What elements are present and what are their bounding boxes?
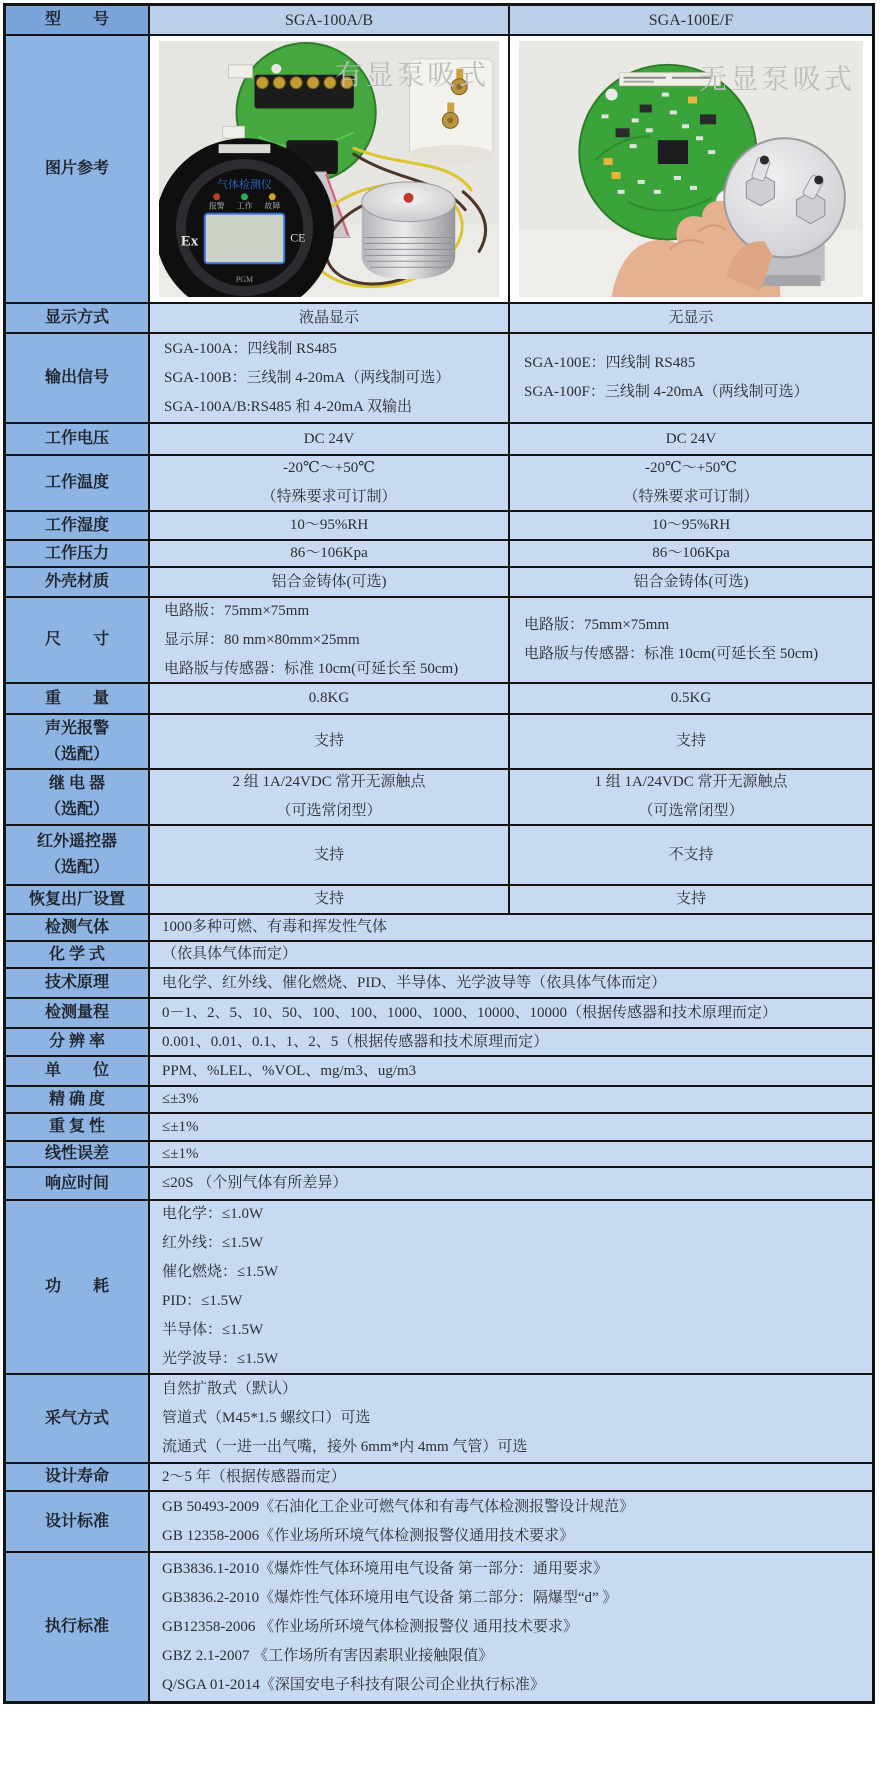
value-cell (150, 684, 510, 713)
value-line: SGA-100A：四线制 RS485 (164, 340, 337, 357)
row-label: 继 电 器 (48, 775, 105, 792)
value-line: ≤±1% (162, 1118, 199, 1135)
row-repeatability (6, 1112, 872, 1140)
value-line: GB3836.2-2010《爆炸性气体环境用电气设备 第二部分：隔爆型“d” 》 (162, 1589, 618, 1606)
row-label: 工作湿度 (44, 516, 109, 534)
led-label-work: 工作 (236, 201, 253, 211)
value-line: 管道式（M45*1.5 螺纹口）可选 (162, 1410, 371, 1426)
row-label-cell (6, 456, 150, 510)
row-label: 单 位 (44, 1062, 109, 1079)
led-label-alarm: 报警 (208, 201, 225, 211)
value-cell (510, 684, 872, 713)
row-label: 声光报警 (44, 719, 109, 737)
row-label-cell (6, 826, 150, 884)
value-cell (150, 512, 510, 539)
row-label: 设计标准 (44, 1512, 109, 1530)
value-cell (510, 304, 872, 332)
row-label: 化 学 式 (48, 945, 105, 963)
row-label: 工作压力 (44, 544, 109, 562)
value-line: 2 组 1A/24VDC 常开无源触点 (232, 774, 426, 790)
row-label-cell (6, 1553, 150, 1701)
row-label: 重 量 (44, 689, 109, 707)
value-line: ≤±3% (162, 1091, 199, 1107)
value-line: 半导体：≤1.5W (162, 1322, 264, 1338)
row-detection-range (6, 997, 872, 1027)
row-label: 检测量程 (44, 1004, 109, 1021)
header-row (6, 6, 872, 34)
watermark-left: 有显泵吸式 (335, 60, 490, 92)
value-line: SGA-100A/B:RS485 和 4-20mA 双输出 (164, 398, 412, 415)
value-line: PID：≤1.5W (162, 1293, 243, 1309)
value-cell (150, 334, 510, 422)
value-line: -20℃～+50℃ (644, 460, 737, 476)
row-label-optional: （选配） (44, 745, 109, 763)
value-cell (150, 304, 510, 332)
row-housing-material (6, 566, 872, 596)
row-label: 分 辨 率 (48, 1033, 105, 1050)
row-response-time (6, 1166, 872, 1199)
value-cell (150, 1492, 872, 1551)
row-chemical-formula (6, 940, 872, 967)
row-display-mode (6, 302, 872, 332)
value-line: GB3836.1-2010《爆炸性气体环境用电气设备 第一部分：通用要求》 (162, 1560, 608, 1577)
value-line: （特殊要求可订制） (623, 489, 759, 505)
value-line: 支持 (675, 733, 706, 749)
row-unit (6, 1055, 872, 1085)
row-label: 显示方式 (44, 309, 109, 326)
device-title-text: 气体检测仪 (217, 178, 272, 191)
row-label: 检测气体 (44, 918, 109, 936)
row-execution-standard (6, 1551, 872, 1701)
row-photos-label-cell (6, 36, 150, 302)
led-label-fault: 故障 (264, 201, 281, 211)
value-cell (150, 942, 872, 967)
value-line: 流通式（一进一出气嘴，接外 6mm*内 4mm 气管）可选 (162, 1439, 528, 1455)
row-design-life (6, 1462, 872, 1490)
value-line: 支持 (313, 846, 344, 863)
value-cell (510, 541, 872, 566)
row-output-signal (6, 332, 872, 422)
row-label: 尺 寸 (44, 631, 109, 648)
value-cell (150, 424, 510, 454)
value-cell (150, 969, 872, 997)
value-line: （可选常闭型） (276, 803, 382, 819)
value-cell (150, 1375, 872, 1462)
row-ir-remote (6, 824, 872, 884)
row-av-alarm (6, 713, 872, 768)
value-line: 支持 (313, 733, 344, 749)
value-line: 10～95%RH (289, 517, 369, 533)
row-working-pressure (6, 539, 872, 566)
value-cell (150, 715, 510, 768)
row-label-cell (6, 1114, 150, 1140)
row-label-cell (6, 1464, 150, 1490)
value-cell (150, 568, 510, 596)
value-line: 1000多种可燃、有毒和挥发性气体 (162, 919, 388, 935)
value-line: 电路版：75mm×75mm (164, 602, 310, 619)
row-label: 恢复出厂设置 (28, 890, 125, 908)
row-resolution (6, 1027, 872, 1055)
row-label-cell (6, 304, 150, 332)
row-photos (6, 34, 872, 302)
header-model-ab: SGA-100A/B (284, 11, 373, 29)
product-photo-with-display (159, 41, 499, 297)
value-cell (510, 512, 872, 539)
row-label: 工作电压 (44, 430, 109, 447)
value-line: 红外线：≤1.5W (162, 1235, 264, 1251)
value-line: 电化学：≤1.0W (162, 1206, 264, 1222)
value-cell (150, 541, 510, 566)
value-line: 支持 (675, 891, 706, 907)
row-label: 红外遥控器 (36, 833, 117, 850)
red-sensor-dot (404, 193, 414, 203)
row-working-humidity (6, 510, 872, 539)
value-cell (150, 1168, 872, 1199)
row-label-cell (6, 1168, 150, 1199)
value-cell (150, 1114, 872, 1140)
value-cell (510, 456, 872, 510)
value-cell (150, 770, 510, 824)
value-line: ≤20S （个别气体有所差异） (162, 1175, 348, 1191)
value-line: 液晶显示 (298, 309, 359, 326)
row-label-cell (6, 684, 150, 713)
ex-mark-text: Ex (180, 233, 199, 250)
row-label: 功 耗 (44, 1278, 109, 1295)
row-label: 设计寿命 (44, 1468, 109, 1485)
value-line: GB 50493-2009《石油化工企业可燃气体和有毒气体检测报警设计规范》 (162, 1498, 635, 1515)
row-tech-principle (6, 967, 872, 997)
row-label-optional: （选配） (44, 801, 109, 818)
row-label-cell (6, 1057, 150, 1085)
photo-right-cell (510, 36, 872, 302)
value-line: 电路版与传感器：标准 10cm(可延长至 50cm) (524, 646, 819, 662)
value-line: GB 12358-2006《作业场所环境气体检测报警仪通用技术要求》 (162, 1527, 575, 1544)
value-cell (150, 1142, 872, 1166)
ce-mark-text: CE (290, 230, 306, 245)
value-line: 支持 (313, 891, 344, 907)
row-sampling-method (6, 1373, 872, 1462)
value-cell (510, 598, 872, 682)
value-line: 0－1、2、5、10、50、100、100、1000、1000、10000、10000（根据传感器和技术原理而定） (162, 1004, 778, 1021)
value-line: -20℃～+50℃ (282, 460, 375, 476)
row-label-cell (6, 334, 150, 422)
header-model-ab-cell (150, 6, 510, 34)
value-line: 自然扩散式（默认） (162, 1381, 298, 1397)
row-label: 工作温度 (44, 474, 109, 491)
value-line: SGA-100B：三线制 4-20mA（两线制可选） (164, 369, 451, 386)
row-label: 技术原理 (44, 974, 109, 991)
value-cell (150, 1029, 872, 1055)
row-label-cell (6, 541, 150, 566)
value-line: 86～106Kpa (652, 545, 730, 561)
photo-left-cell (150, 36, 510, 302)
value-cell (150, 915, 872, 940)
row-label-cell (6, 1201, 150, 1373)
value-cell (150, 1057, 872, 1085)
value-line: 86～106Kpa (290, 545, 368, 561)
row-label-optional: （选配） (44, 859, 109, 876)
value-line: SGA-100E：四线制 RS485 (524, 355, 696, 371)
row-working-temperature (6, 454, 872, 510)
value-cell (150, 1464, 872, 1490)
row-label: 执行标准 (44, 1618, 109, 1635)
value-cell (150, 1087, 872, 1112)
value-line: 电路版：75mm×75mm (524, 617, 670, 633)
value-line: （特殊要求可订制） (261, 489, 397, 505)
value-line: GBZ 2.1-2007 《工作场所有害因素职业接触限值》 (162, 1647, 494, 1664)
value-line: GB12358-2006 《作业场所环境气体检测报警仪 通用技术要求》 (162, 1618, 578, 1635)
row-accuracy (6, 1085, 872, 1112)
value-cell (510, 424, 872, 454)
value-line: 10～95%RH (651, 517, 731, 533)
value-line: 不支持 (668, 846, 714, 863)
row-label-cell (6, 568, 150, 596)
value-line: 光学波导：≤1.5W (162, 1351, 279, 1367)
pgm-text: PGM (235, 275, 254, 285)
row-working-voltage (6, 422, 872, 454)
value-line: SGA-100F：三线制 4-20mA（两线制可选） (524, 384, 809, 400)
value-cell (150, 999, 872, 1027)
row-label-cell (6, 999, 150, 1027)
value-line: 显示屏：80 mm×80mm×25mm (164, 631, 360, 648)
header-model-ef: SGA-100E/F (648, 11, 734, 29)
value-line: （可选常闭型） (638, 803, 744, 819)
row-label: 重 复 性 (48, 1118, 105, 1135)
row-factory-reset (6, 884, 872, 913)
watermark-right: 无显泵吸式 (699, 64, 855, 96)
row-label-cell (6, 1375, 150, 1462)
value-cell (510, 334, 872, 422)
product-photo-no-display (519, 41, 863, 297)
row-linearity-error (6, 1140, 872, 1166)
row-label-cell (6, 424, 150, 454)
row-label: 图片参考 (44, 160, 109, 177)
value-cell (150, 886, 510, 913)
row-label-cell (6, 715, 150, 768)
header-model-label-cell (6, 6, 150, 34)
spec-table (3, 3, 875, 1704)
silver-cylinder-sensor (362, 182, 455, 279)
row-label-cell (6, 512, 150, 539)
row-label-cell (6, 886, 150, 913)
row-dimensions (6, 596, 872, 682)
value-cell (150, 456, 510, 510)
row-label-cell (6, 1492, 150, 1551)
value-line: Q/SGA 01-2014《深国安电子科技有限公司企业执行标准》 (162, 1676, 545, 1693)
header-model-ef-cell (510, 6, 872, 34)
value-line: DC 24V (665, 430, 717, 447)
row-weight (6, 682, 872, 713)
value-cell (150, 1553, 872, 1701)
value-cell (150, 1201, 872, 1373)
header-model-label: 型 号 (44, 11, 109, 28)
row-label: 精 确 度 (48, 1090, 105, 1108)
row-label: 响应时间 (44, 1174, 109, 1192)
row-label-cell (6, 969, 150, 997)
value-line: 催化燃烧：≤1.5W (162, 1264, 279, 1280)
value-cell (150, 826, 510, 884)
lcd-screen (205, 214, 285, 264)
row-label: 输出信号 (44, 369, 109, 386)
value-line: 电化学、红外线、催化燃烧、PID、半导体、光学波导等（依具体气体而定） (162, 974, 667, 991)
value-line: 0.001、0.01、0.1、1、2、5（根据传感器和技术原理而定） (162, 1033, 549, 1050)
value-cell (150, 598, 510, 682)
value-cell (510, 826, 872, 884)
value-line: DC 24V (303, 430, 355, 447)
row-label: 线性误差 (44, 1145, 109, 1162)
row-label-cell (6, 1142, 150, 1166)
value-line: 0.8KG (308, 690, 350, 706)
value-line: 电路版与传感器：标准 10cm(可延长至 50cm) (164, 660, 459, 677)
row-design-standard (6, 1490, 872, 1551)
row-power-consumption (6, 1199, 872, 1373)
row-detect-gas (6, 913, 872, 940)
value-line: PPM、%LEL、%VOL、mg/m3、ug/m3 (162, 1062, 417, 1079)
value-line: 无显示 (668, 309, 714, 326)
row-label-cell (6, 915, 150, 940)
value-cell (510, 886, 872, 913)
row-label-cell (6, 1029, 150, 1055)
value-line: 2～5 年（根据传感器而定） (162, 1468, 346, 1485)
value-line: 铝合金铸体(可选) (633, 573, 749, 590)
row-label: 采气方式 (44, 1409, 109, 1427)
row-label-cell (6, 1087, 150, 1112)
value-cell (510, 568, 872, 596)
row-label-cell (6, 770, 150, 824)
row-label: 外壳材质 (44, 573, 109, 590)
row-relay (6, 768, 872, 824)
value-line: 0.5KG (670, 690, 712, 706)
value-line: （依具体气体而定） (162, 946, 298, 962)
value-line: 铝合金铸体(可选) (271, 573, 387, 590)
row-label-cell (6, 598, 150, 682)
value-cell (510, 770, 872, 824)
value-line: ≤±1% (162, 1145, 199, 1162)
value-cell (510, 715, 872, 768)
value-line: 1 组 1A/24VDC 常开无源触点 (594, 774, 788, 790)
row-label-cell (6, 942, 150, 967)
